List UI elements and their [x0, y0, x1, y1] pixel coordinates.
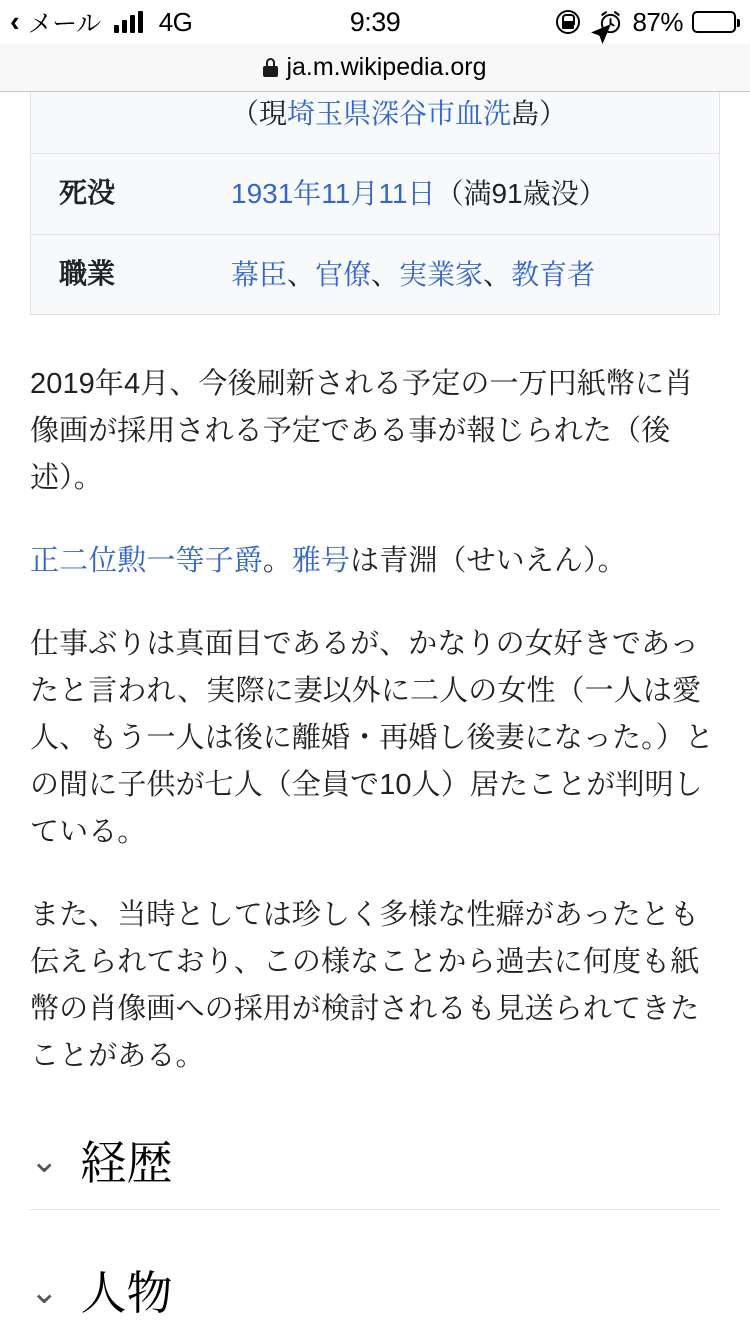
- infobox-row-birthplace: [31, 92, 719, 153]
- infobox-row-value-occupation: [231, 235, 719, 314]
- paragraph-banknote: 2019年4月、今後刷新される予定の一万円紙幣に肖像画が採用される予定である事が報じられた（後述）。: [30, 368, 694, 495]
- rank-link[interactable]: 正二位勲一等子爵: [30, 545, 263, 578]
- url-text[interactable]: ja.m.wikipedia.org: [286, 53, 487, 81]
- article-body: [0, 361, 750, 1080]
- pseudonym-tail: は青淵（せいえん）。: [350, 545, 627, 578]
- status-bar: [0, 0, 750, 44]
- section-title-career: 経歴: [80, 1137, 173, 1189]
- paragraph-banknote-history: また、当時としては珍しく多様な性癖があったとも伝えられており、この様なことから過去に何度も紙幣の肖像画への採用が検討されるも見送られてきたことがある。: [30, 898, 700, 1072]
- status-bar-left[interactable]: [10, 4, 192, 40]
- death-age-text: （満91歳没）: [435, 178, 607, 210]
- occupation-sep-1: 、: [287, 258, 316, 290]
- infobox-row-death: [31, 153, 719, 233]
- occupation-sep-3: 、: [483, 258, 512, 290]
- status-bar-right: [556, 7, 736, 38]
- infobox-row-header-occupation: 職業: [59, 257, 116, 289]
- infobox-row-header: [31, 92, 231, 153]
- cellular-signal-icon: [114, 11, 143, 33]
- rank-punct: 。: [262, 545, 292, 578]
- battery-icon: [692, 11, 736, 33]
- section-title-person: 人物: [80, 1267, 173, 1319]
- padlock-icon: [263, 58, 278, 77]
- url-bar-inner[interactable]: [263, 53, 486, 82]
- webpage-content: [0, 92, 750, 1334]
- section-header-person[interactable]: [30, 1266, 720, 1334]
- occupation-link-3[interactable]: 実業家: [399, 258, 484, 290]
- paragraph-rank-and-pseudonym: [30, 538, 720, 585]
- birthplace-suffix: 島）: [511, 98, 568, 129]
- occupation-link-4[interactable]: 教育者: [511, 258, 596, 290]
- death-date-link[interactable]: 1931年11月11日: [231, 178, 436, 210]
- birthplace-link[interactable]: 埼玉県深谷市血洗: [287, 98, 512, 129]
- occupation-link-2[interactable]: 官僚: [315, 258, 372, 290]
- browser-url-bar[interactable]: [0, 44, 750, 92]
- chevron-left-icon[interactable]: ‹: [10, 5, 20, 38]
- section-header-career[interactable]: [30, 1136, 720, 1210]
- rotation-lock-icon: [556, 10, 580, 34]
- paragraph-personal-life: 仕事ぶりは真面目であるが、かなりの女好きであったと言われ、実際に妻以外に二人の女性（一人は愛人、もう一人は後に離婚・再婚し後妻になった。）との間に子供が七人（全員で10人）居たことが判明している。: [30, 628, 714, 848]
- status-bar-clock: 9:39: [349, 6, 401, 37]
- infobox-row-occupation: [31, 234, 719, 314]
- pseudonym-link[interactable]: 雅号: [291, 545, 351, 578]
- occupation-sep-2: 、: [371, 258, 400, 290]
- chevron-down-icon[interactable]: ⌄: [30, 1272, 59, 1311]
- birthplace-prefix: （現: [231, 98, 288, 129]
- battery-percent-label: 87%: [632, 6, 683, 37]
- infobox: [30, 92, 720, 315]
- alarm-clock-icon: [598, 10, 623, 35]
- infobox-row-value-death: [231, 154, 719, 233]
- carrier-network-label: 4G: [158, 6, 193, 37]
- occupation-link-1[interactable]: 幕臣: [231, 258, 288, 290]
- infobox-row-header-death: 死没: [59, 177, 116, 209]
- chevron-down-icon[interactable]: ⌄: [30, 1142, 59, 1181]
- infobox-row-value: [231, 92, 719, 153]
- back-to-app-label[interactable]: メール: [27, 10, 101, 38]
